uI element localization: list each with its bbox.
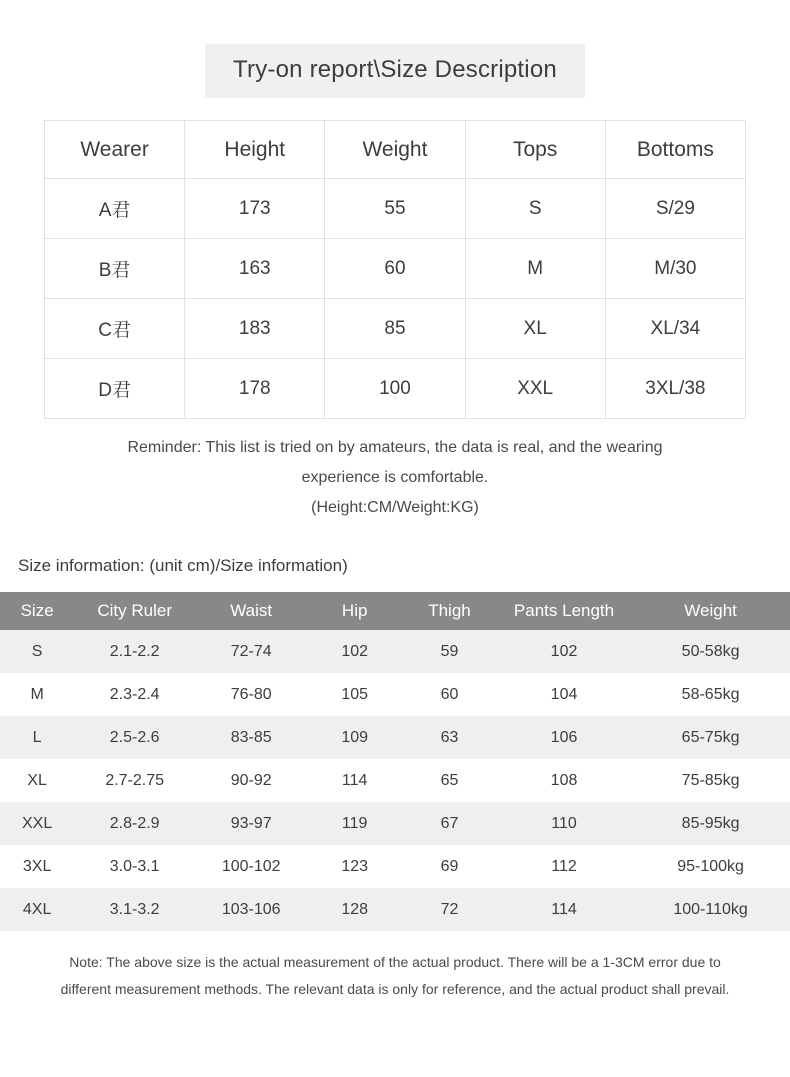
- cell-waist: 100-102: [195, 845, 307, 888]
- cell-pants-length: 114: [497, 888, 631, 931]
- cell-weight: 55: [325, 179, 465, 239]
- cell-height: 183: [185, 299, 325, 359]
- note-line-1: Note: The above size is the actual measurement of the actual product. There will be a 1-3CM error due to: [69, 954, 721, 971]
- column-header-bottoms: Bottoms: [605, 121, 745, 179]
- cell-wearer: A君: [45, 179, 185, 239]
- column-header-size: Size: [0, 592, 74, 630]
- cell-thigh: 67: [402, 802, 497, 845]
- cell-thigh: 72: [402, 888, 497, 931]
- table-row: [45, 359, 746, 419]
- cell-pants-length: 110: [497, 802, 631, 845]
- cell-weight: 100-110kg: [631, 888, 790, 931]
- column-header-tops: Tops: [465, 121, 605, 179]
- table-row: [0, 802, 790, 845]
- cell-size: XXL: [0, 802, 74, 845]
- table-row: [0, 845, 790, 888]
- cell-weight: 65-75kg: [631, 716, 790, 759]
- column-header-height: Height: [185, 121, 325, 179]
- cell-hip: 128: [307, 888, 402, 931]
- cell-weight: 75-85kg: [631, 759, 790, 802]
- cell-city-ruler: 3.1-3.2: [74, 888, 195, 931]
- cell-pants-length: 102: [497, 630, 631, 673]
- title-banner: [0, 0, 790, 98]
- cell-thigh: 60: [402, 673, 497, 716]
- cell-hip: 119: [307, 802, 402, 845]
- size-information-heading: Size information: (unit cm)/Size information): [18, 556, 348, 576]
- cell-pants-length: 108: [497, 759, 631, 802]
- disclaimer-note: [22, 949, 768, 1002]
- column-header-weight: Weight: [325, 121, 465, 179]
- cell-bottoms: 3XL/38: [605, 359, 745, 419]
- table-row: [45, 299, 746, 359]
- cell-weight: 85-95kg: [631, 802, 790, 845]
- cell-size: XL: [0, 759, 74, 802]
- cell-tops: S: [465, 179, 605, 239]
- cell-weight: 58-65kg: [631, 673, 790, 716]
- column-header-thigh: Thigh: [402, 592, 497, 630]
- cell-pants-length: 104: [497, 673, 631, 716]
- cell-pants-length: 112: [497, 845, 631, 888]
- table-row: [0, 630, 790, 673]
- cell-city-ruler: 2.1-2.2: [74, 630, 195, 673]
- cell-tops: XL: [465, 299, 605, 359]
- column-header-wearer: Wearer: [45, 121, 185, 179]
- cell-bottoms: S/29: [605, 179, 745, 239]
- column-header-waist: Waist: [195, 592, 307, 630]
- cell-height: 173: [185, 179, 325, 239]
- column-header-pants-length: Pants Length: [497, 592, 631, 630]
- cell-height: 178: [185, 359, 325, 419]
- cell-weight: 60: [325, 239, 465, 299]
- reminder-block: [44, 433, 746, 522]
- cell-thigh: 69: [402, 845, 497, 888]
- cell-thigh: 63: [402, 716, 497, 759]
- cell-waist: 72-74: [195, 630, 307, 673]
- cell-pants-length: 106: [497, 716, 631, 759]
- table-row: [45, 179, 746, 239]
- size-chart-table-container: [0, 592, 790, 931]
- cell-bottoms: M/30: [605, 239, 745, 299]
- tryon-report-table: [44, 120, 746, 419]
- cell-size: 3XL: [0, 845, 74, 888]
- cell-wearer: D君: [45, 359, 185, 419]
- cell-hip: 102: [307, 630, 402, 673]
- cell-weight: 100: [325, 359, 465, 419]
- cell-size: M: [0, 673, 74, 716]
- cell-size: S: [0, 630, 74, 673]
- cell-weight: 95-100kg: [631, 845, 790, 888]
- column-header-weight: Weight: [631, 592, 790, 630]
- column-header-city-ruler: City Ruler: [74, 592, 195, 630]
- cell-size: L: [0, 716, 74, 759]
- cell-city-ruler: 2.8-2.9: [74, 802, 195, 845]
- table-row: [0, 888, 790, 931]
- table-row: [45, 239, 746, 299]
- cell-weight: 50-58kg: [631, 630, 790, 673]
- cell-waist: 90-92: [195, 759, 307, 802]
- cell-city-ruler: 2.3-2.4: [74, 673, 195, 716]
- table-header-row: [45, 121, 746, 179]
- cell-height: 163: [185, 239, 325, 299]
- cell-size: 4XL: [0, 888, 74, 931]
- note-line-2: different measurement methods. The relevant data is only for reference, and the actual product shall prevail.: [60, 980, 730, 997]
- cell-waist: 93-97: [195, 802, 307, 845]
- cell-thigh: 65: [402, 759, 497, 802]
- cell-city-ruler: 3.0-3.1: [74, 845, 195, 888]
- cell-waist: 76-80: [195, 673, 307, 716]
- cell-tops: M: [465, 239, 605, 299]
- cell-waist: 103-106: [195, 888, 307, 931]
- table-row: [0, 716, 790, 759]
- page-title: Try-on report\Size Description: [205, 44, 585, 98]
- cell-city-ruler: 2.7-2.75: [74, 759, 195, 802]
- cell-hip: 105: [307, 673, 402, 716]
- reminder-line-1: Reminder: This list is tried on by amateurs, the data is real, and the wearing: [127, 439, 663, 457]
- cell-weight: 85: [325, 299, 465, 359]
- cell-waist: 83-85: [195, 716, 307, 759]
- cell-wearer: C君: [45, 299, 185, 359]
- cell-hip: 114: [307, 759, 402, 802]
- cell-tops: XXL: [465, 359, 605, 419]
- cell-city-ruler: 2.5-2.6: [74, 716, 195, 759]
- table-row: [0, 759, 790, 802]
- cell-bottoms: XL/34: [605, 299, 745, 359]
- size-chart-table: [0, 592, 790, 931]
- table-header-row: [0, 592, 790, 630]
- table-row: [0, 673, 790, 716]
- column-header-hip: Hip: [307, 592, 402, 630]
- cell-hip: 123: [307, 845, 402, 888]
- cell-hip: 109: [307, 716, 402, 759]
- tryon-report-table-container: [44, 120, 746, 419]
- cell-thigh: 59: [402, 630, 497, 673]
- reminder-line-3: (Height:CM/Weight:KG): [311, 498, 479, 516]
- cell-wearer: B君: [45, 239, 185, 299]
- reminder-line-2: experience is comfortable.: [301, 468, 489, 486]
